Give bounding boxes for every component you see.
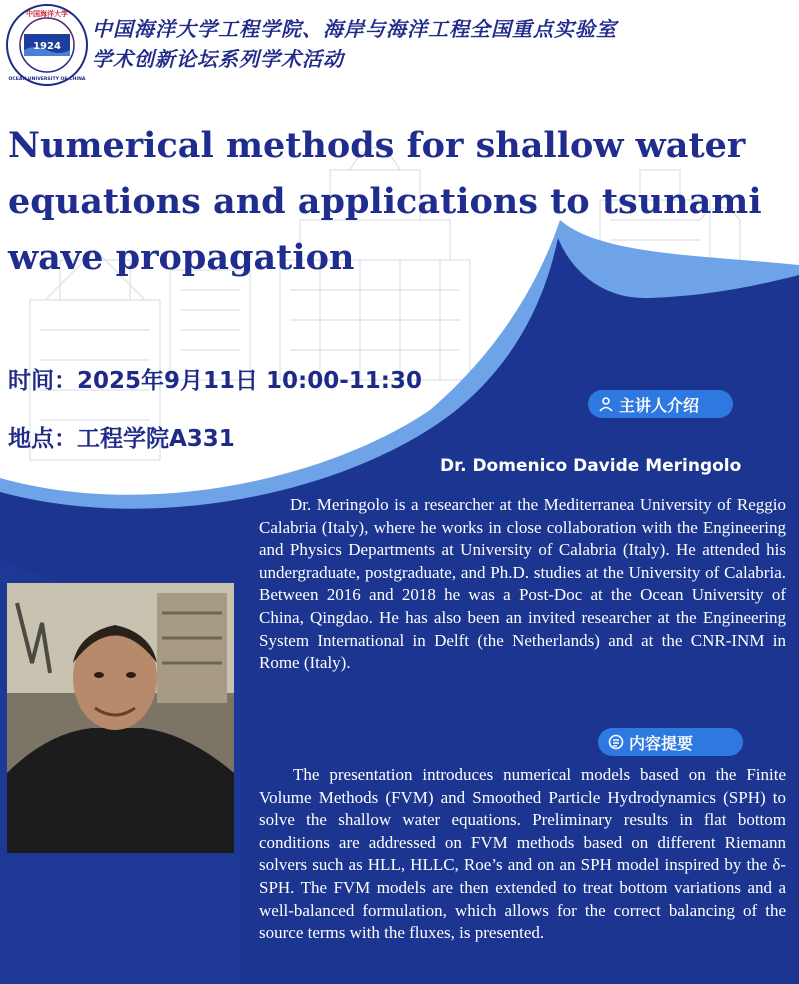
organizer-line-1: 中国海洋大学工程学院、海岸与海洋工程全国重点实验室 <box>92 17 617 41</box>
speaker-bio: Dr. Meringolo is a researcher at the Mediterranea University of Reggio Calabria (Italy), where he works in close collaboration with the Engineering and Physics Departments at University of Calabria (Italy). He attended his undergraduate, postgraduate, and Ph.D. studies at the University of Calabria. Between 2016 and 2018 he was a Post-Doc at the Ocean University of China, Qingdao. He has also been an invited researcher at the Engineering System International in Delft (the Netherlands) and at the CNR-INM in Rome (Italy). <box>259 495 786 673</box>
logo-year: 1924 <box>33 41 61 52</box>
organizer-line-2: 学术创新论坛系列学术活动 <box>92 47 344 71</box>
abstract-badge <box>598 728 743 756</box>
talk-title-line-1: Numerical methods for shallow water <box>8 125 746 166</box>
university-logo <box>6 4 88 86</box>
logo-ring-bottom: OCEAN UNIVERSITY OF CHINA <box>8 77 86 82</box>
talk-title <box>8 118 788 286</box>
speaker-icon <box>598 396 614 412</box>
abstract-text: The presentation introduces numerical models based on the Finite Volume Methods (FVM) and Smoothed Particle Hydrodynamics (SPH) to solve the shallow water equations. Preliminary results in flat bottom conditions are addressed on FVM methods based on different Riemann solvers such as HLL, HLLC, Roe’s and on an SPH model inspired by the δ-SPH. The FVM models are then extended to treat bottom variations and a well-balanced formulation, which allows for the correct balancing of the source terms with the fluxes, is presented. <box>259 765 786 943</box>
abstract-icon <box>608 734 624 750</box>
talk-title-line-3: wave propagation <box>8 237 355 278</box>
speaker-name: Dr. Domenico Davide Meringolo <box>440 456 742 476</box>
talk-title-line-2: equations and applications to tsunami <box>8 181 762 222</box>
speaker-photo <box>7 583 234 853</box>
abstract-label: 内容提要 <box>629 733 694 753</box>
speaker-intro-badge <box>588 390 733 418</box>
logo-ring-top: 中国海洋大学 <box>26 10 68 18</box>
talk-place: 地点：工程学院A331 <box>8 426 235 452</box>
talk-time: 时间：2025年9月11日 10:00-11:30 <box>8 368 422 394</box>
speaker-intro-label: 主讲人介绍 <box>619 395 700 415</box>
